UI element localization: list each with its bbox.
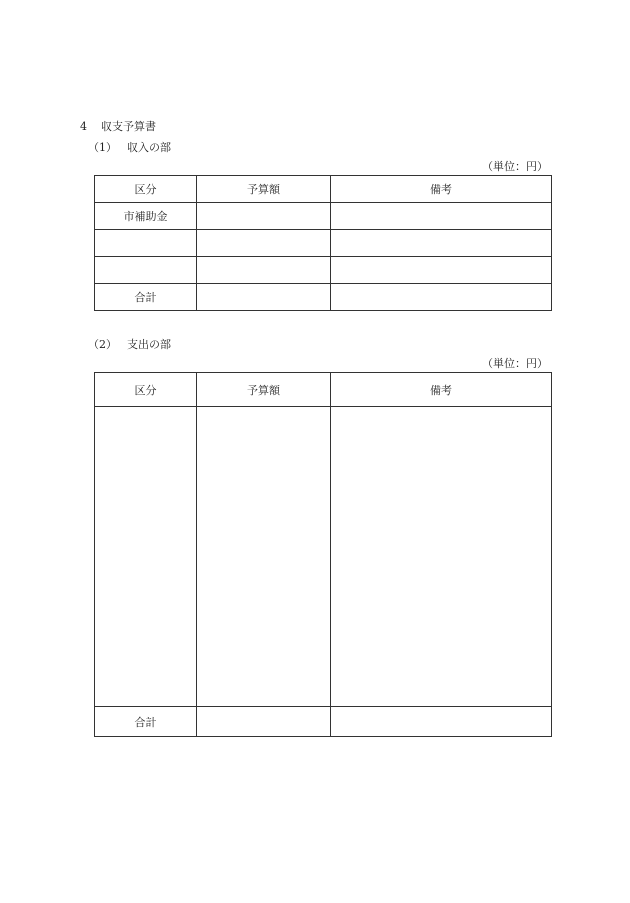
expense-cell-amount[interactable] [197,407,331,707]
expense-header-amount: 予算額 [197,373,331,407]
income-cell-category[interactable]: 市補助金 [95,203,197,230]
income-cell-amount[interactable] [197,257,331,284]
income-heading [88,139,171,155]
income-total-label: 合計 [95,284,197,311]
table-row [95,407,552,707]
income-cell-category[interactable] [95,230,197,257]
income-total-notes[interactable] [331,284,552,311]
income-cell-category[interactable] [95,257,197,284]
income-number: （1） [88,141,117,154]
table-row [95,257,552,284]
income-table [94,175,552,311]
income-cell-notes[interactable] [331,257,552,284]
income-unit-label: （単位：円） [482,160,548,173]
income-header-notes: 備考 [331,176,552,203]
expense-header-row [95,373,552,407]
expense-cell-category[interactable] [95,407,197,707]
expense-title: 支出の部 [127,338,171,351]
expense-heading [88,336,171,352]
expense-unit-label: （単位：円） [482,357,548,370]
expense-number: （2） [88,338,117,351]
expense-header-notes: 備考 [331,373,552,407]
income-header-amount: 予算額 [197,176,331,203]
expense-total-row [95,707,552,737]
expense-header-category: 区分 [95,373,197,407]
income-cell-notes[interactable] [331,230,552,257]
expense-cell-notes[interactable] [331,407,552,707]
expense-table [94,372,552,737]
income-header-row [95,176,552,203]
expense-total-label: 合計 [95,707,197,737]
income-total-row [95,284,552,311]
section-heading [80,118,156,134]
section-title: 収支予算書 [101,120,156,133]
income-cell-amount[interactable] [197,203,331,230]
table-row [95,203,552,230]
income-cell-amount[interactable] [197,230,331,257]
table-row [95,230,552,257]
section-number: 4 [80,120,87,133]
income-title: 収入の部 [127,141,171,154]
income-header-category: 区分 [95,176,197,203]
income-total-amount[interactable] [197,284,331,311]
expense-total-amount[interactable] [197,707,331,737]
expense-total-notes[interactable] [331,707,552,737]
income-cell-notes[interactable] [331,203,552,230]
